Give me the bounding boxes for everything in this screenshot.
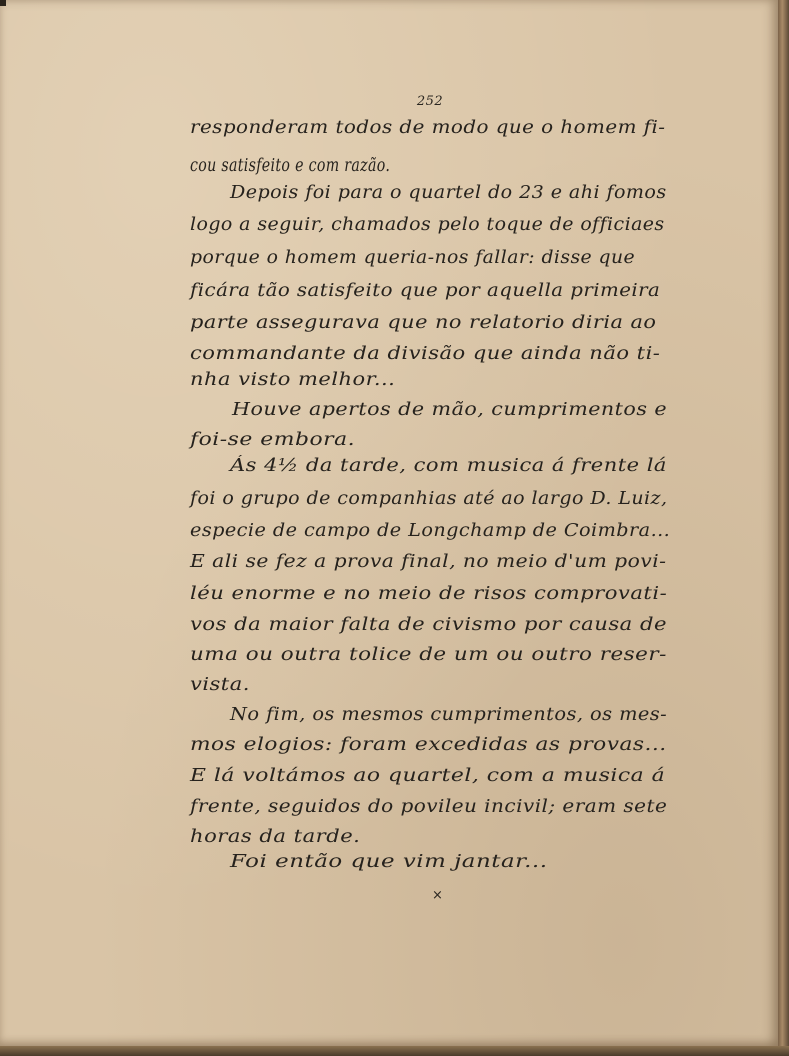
text-line-12: Ás 4½ da tarde, com musica á frente lá: [230, 456, 667, 476]
end-mark: ×: [432, 888, 443, 903]
text-line-20: No fim, os mesmos cumprimentos, os mes-: [230, 705, 668, 725]
text-line-19: vista.: [190, 675, 250, 695]
text-line-14: especie de campo de Longchamp de Coimbra...: [190, 521, 671, 541]
text-line-8: commandante da divisão que ainda não ti-: [190, 344, 661, 364]
text-line-7: parte assegurava que no relatorio diria ao: [190, 313, 657, 333]
text-line-23: frente, seguidos do povileu incivil; eram sete: [190, 797, 668, 817]
text-line-13: foi o grupo de companhias até ao largo D. Luiz,: [190, 489, 668, 509]
text-line-5: porque o homem queria-nos fallar: disse que: [190, 248, 636, 268]
text-line-2: cou satisfeito e com razão.: [190, 156, 391, 176]
page-number: 252: [416, 94, 444, 109]
text-line-6: ficára tão satisfeito que por aquella primeira: [190, 281, 661, 301]
page-corner-mark: [0, 0, 6, 6]
text-line-17: vos da maior falta de civismo por causa de: [190, 615, 667, 635]
text-line-3: Depois foi para o quartel do 23 e ahi fomos: [230, 183, 667, 203]
text-line-16: léu enorme e no meio de risos comprovati-: [190, 584, 668, 604]
text-line-18: uma ou outra tolice de um ou outro reser-: [190, 645, 667, 665]
page-edge-right: [778, 0, 789, 1056]
text-line-11: foi-se embora.: [190, 430, 356, 450]
text-line-25: Foi então que vim jantar...: [230, 852, 548, 872]
text-line-21: mos elogios: foram excedidas as provas...: [190, 735, 667, 755]
text-line-22: E lá voltámos ao quartel, com a musica á: [190, 766, 666, 786]
text-line-9: nha visto melhor...: [190, 370, 396, 390]
text-line-10: Houve apertos de mão, cumprimentos e: [232, 400, 668, 420]
text-line-4: logo a seguir, chamados pelo toque de officiaes: [190, 215, 665, 235]
text-line-1: responderam todos de modo que o homem fi-: [190, 118, 666, 138]
text-line-24: horas da tarde.: [190, 827, 361, 847]
text-line-15: E ali se fez a prova final, no meio d'um povi-: [190, 552, 667, 572]
page-edge-bottom: [0, 1046, 789, 1056]
